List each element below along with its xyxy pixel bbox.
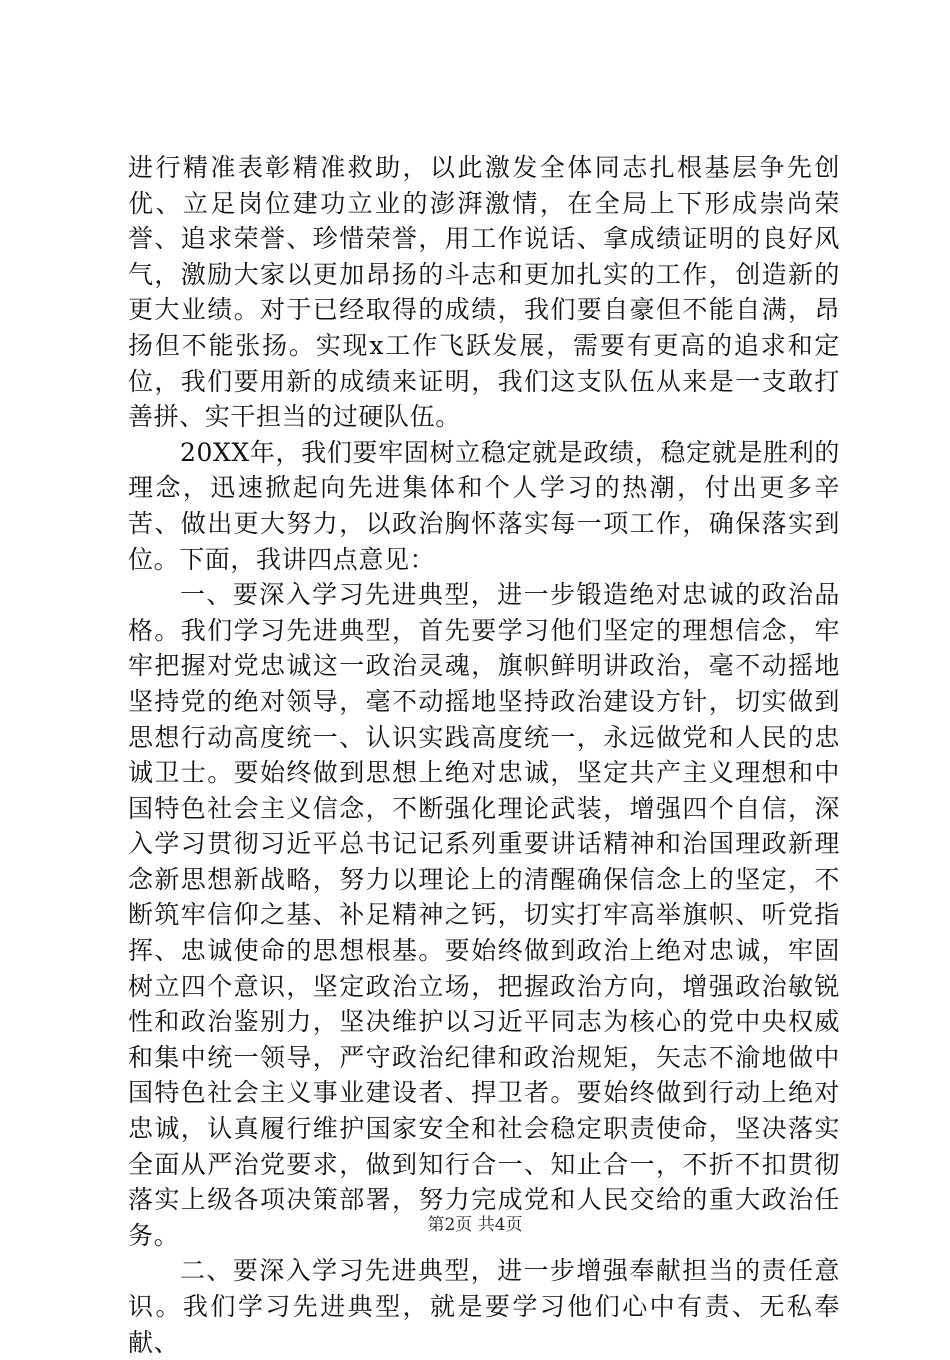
page-footer: 第2页 共4页	[427, 1215, 523, 1235]
paragraph-point-one: 一、要深入学习先进典型，进一步锻造绝对忠诚的政治品格。我们学习先进典型，首先要学习他们坚定的理想信念，牢牢把握对党忠诚这一政治灵魂，旗帜鲜明讲政治，毫不动摇地坚持党的绝对领导，毫不动摇地坚持政治建设方针，切实做到思想行动高度统一、认识实践高度统一，永远做党和人民的忠诚卫士。要始终做到思想上绝对忠诚，坚定共产主义理想和中国特色社会主义信念，不断强化理论武装，增强四个自信，深入学习贯彻习近平总书记记系列重要讲话精神和治国理政新理念新思想新战略，努力以理论上的清醒确保信念上的坚定，不断筑牢信仰之基、补足精神之钙，切实打牢高举旗帜、听党指挥、忠诚使命的思想根基。要始终做到政治上绝对忠诚，牢固树立四个意识，坚定政治立场，把握政治方向，增强政治敏锐性和政治鉴别力，坚决维护以习近平同志为核心的党中央权威和集中统一领导，严守政治纪律和政治规矩，矢志不渝地做中国特色社会主义事业建设者、捍卫者。要始终做到行动上绝对忠诚，认真履行维护国家安全和社会稳定职责使命，坚决落实全面从严治党要求，做到知行合一、知止合一，不折不扣贯彻落实上级各项决策部署，努力完成党和人民交给的重大政治任务。	[128, 580, 840, 1250]
paragraph-continued: 进行精准表彰精准救助，以此激发全体同志扎根基层争先创优、立足岗位建功立业的澎湃激情，在全局上下形成崇尚荣誉、追求荣誉、珍惜荣誉，用工作说话、拿成绩证明的良好风气，激励大家以更加昂扬的斗志和更加扎实的工作，创造新的更大业绩。对于已经取得的成绩，我们要自豪但不能自满，昂扬但不能张扬。实现x工作飞跃发展，需要有更高的追求和定位，我们要用新的成绩来证明，我们这支队伍从来是一支敢打善拼、实干担当的过硬队伍。	[128, 153, 840, 432]
paragraph-point-two: 二、要深入学习先进典型，进一步增强奉献担当的责任意识。我们学习先进典型，就是要学习他们心中有责、无私奉献、	[128, 1256, 840, 1357]
document-body	[128, 150, 840, 1360]
paragraph-intro: 20XX年，我们要牢固树立稳定就是政绩，稳定就是胜利的理念，迅速掀起向先进集体和个人学习的热潮，付出更多辛苦、做出更大努力，以政治胸怀落实每一项工作，确保落实到位。下面，我讲四点意见：	[128, 437, 840, 574]
